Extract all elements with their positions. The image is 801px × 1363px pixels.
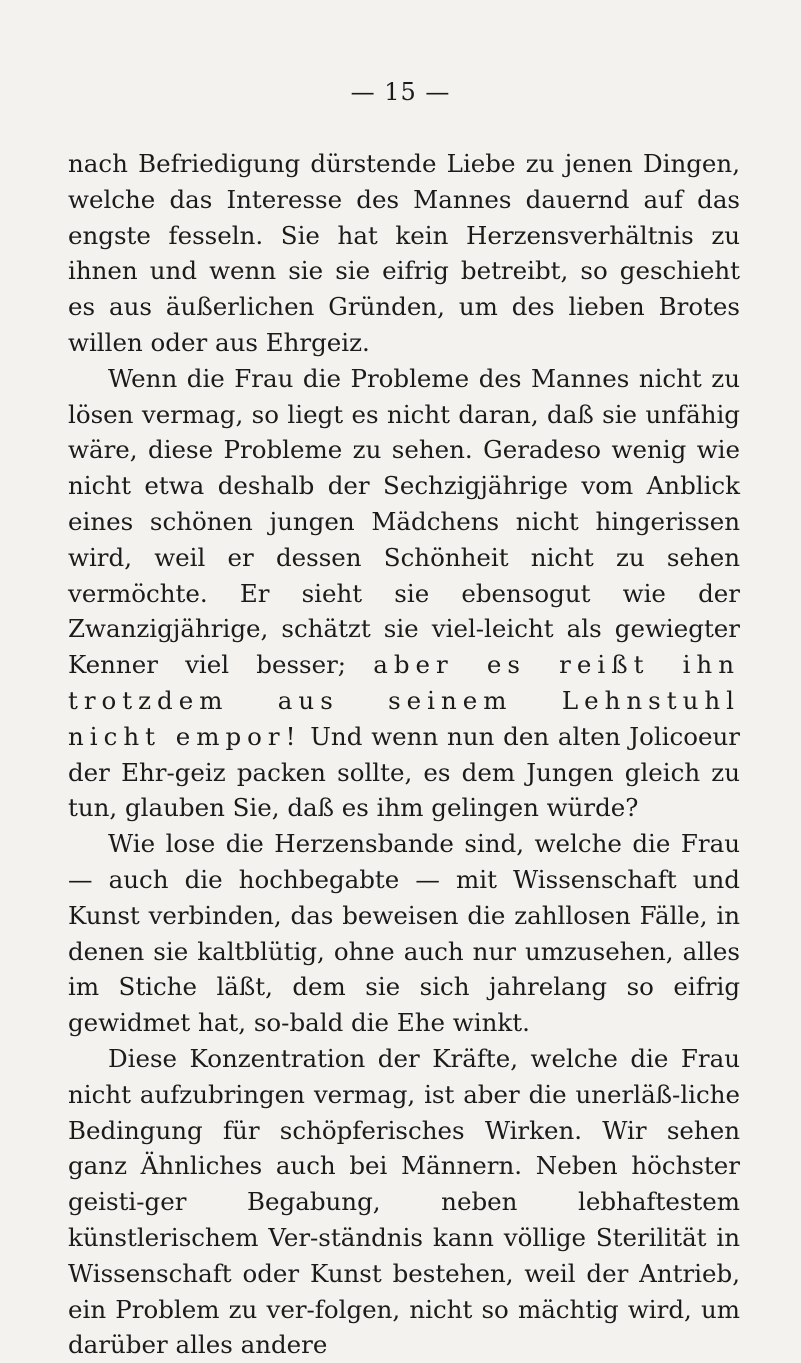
paragraph-4: Diese Konzentration der Kräfte, welche die Frau nicht aufzubringen vermag, ist aber die unerläß-liche Bedingung für schöpferisches Wirken. Wir sehen ganz Ähnliches auch bei Männern. Neben höchster geisti-ger Begabung, neben lebhaftestem künstlerischem Ver-ständnis kann völlige Sterilität in Wissenschaft oder Kunst bestehen, weil der Antrieb, ein Problem zu ver-folgen, nicht so mächtig wird, um darüber alles andere: [68, 1043, 740, 1360]
paragraph-2-text-after: Und wenn nun den alten Jolicoeur der Ehr-geiz packen sollte, es dem Jungen gleich zu tun, glauben Sie, daß es ihm gelingen würde?: [68, 721, 740, 823]
paragraph-2: [68, 361, 740, 826]
paragraph-3: Wie lose die Herzensbande sind, welche die Frau — auch die hochbegabte — mit Wissenschaft und Kunst verbinden, das beweisen die zahllosen Fälle, in denen sie kaltblütig, ohne auch nur umzusehen, alles im Stiche läßt, dem sie sich jahrelang so eifrig gewidmet hat, so-bald die Ehe winkt.: [68, 829, 740, 1038]
page-body: [68, 146, 740, 1363]
paragraph-2-spaced-emphasis: aber es reißt ihn trotzdem aus seinem Lehnstuhl nicht empor!: [68, 650, 740, 751]
paragraph-1: nach Befriedigung dürstende Liebe zu jenen Dingen, welche das Interesse des Mannes dauernd auf das engste fesseln. Sie hat kein Herzensverhältnis zu ihnen und wenn sie sie eifrig betreibt, so geschieht es aus äußerlichen Gründen, um des lieben Brotes willen oder aus Ehrgeiz.: [68, 149, 740, 357]
page-number-header: — 15 —: [350, 78, 451, 106]
paragraph-2-text-before: Wenn die Frau die Probleme des Mannes nicht zu lösen vermag, so liegt es nicht daran, daß sie unfähig wäre, diese Probleme zu sehen. Geradeso wenig wie nicht etwa deshalb der Sechzigjährige vom Anblick eines schönen jungen Mädchens nicht hingerissen wird, weil er dessen Schönheit nicht zu sehen vermöchte. Er sieht sie ebensogut wie der Zwanzigjährige, schätzt sie viel-leicht als gewiegter Kenner viel besser;: [68, 363, 740, 680]
